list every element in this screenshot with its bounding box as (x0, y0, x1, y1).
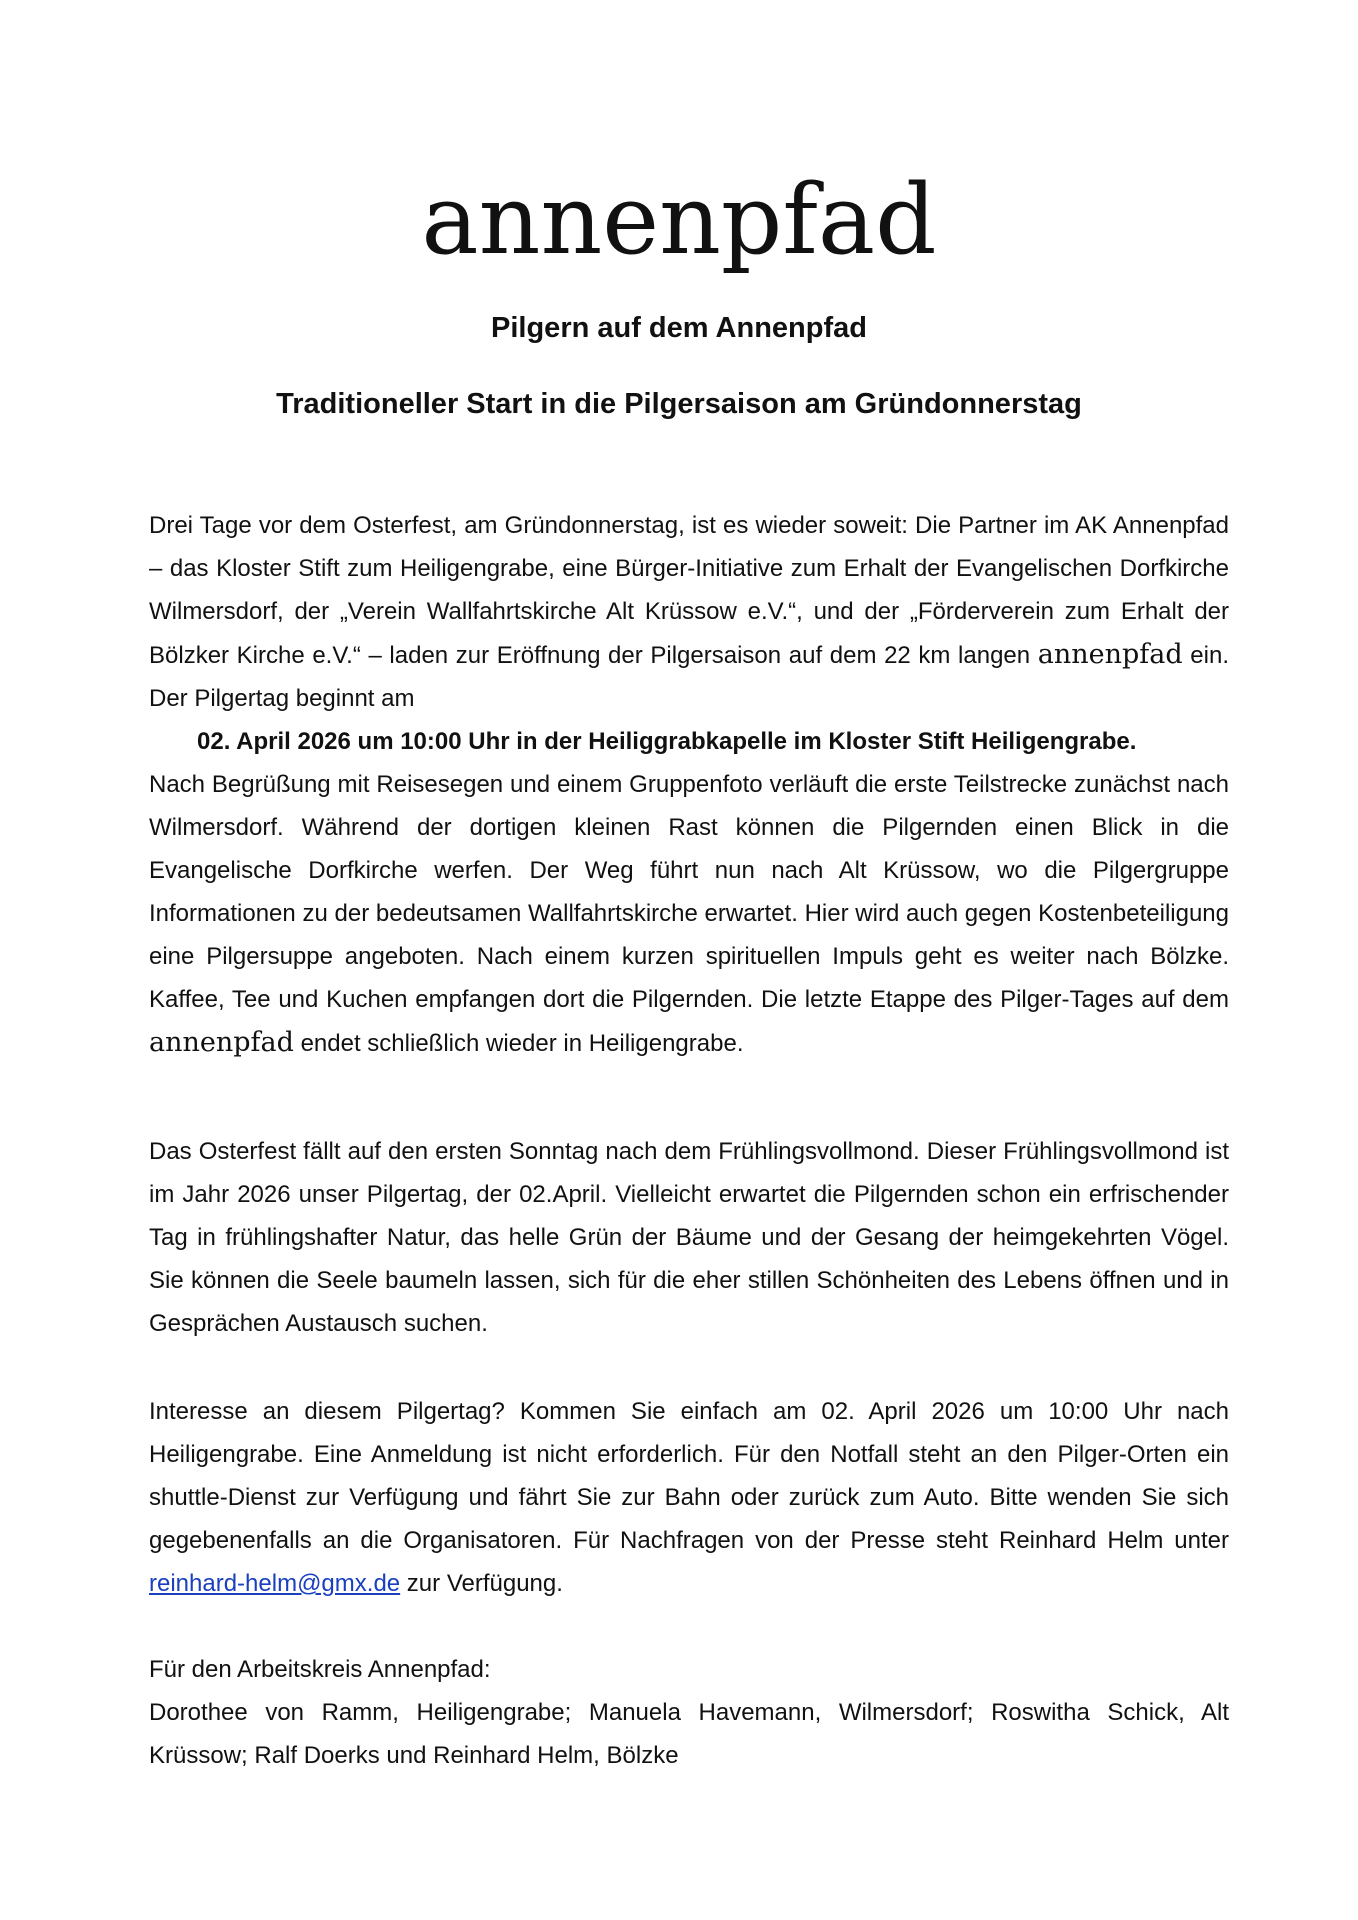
event-date-line: 02. April 2026 um 10:00 Uhr in der Heiliggrabkapelle im Kloster Stift Heiligengrabe. (197, 728, 1137, 755)
paragraph-intro-text: Drei Tage vor dem Osterfest, am Gründonnerstag, ist es wieder soweit: Die Partner im AK Annenpfad – das Kloster Stift zum Heiligengrabe, eine Bürger-Initiative zum Erhalt der Evangelischen Dorfkirche Wilmersdorf, der „Verein Wallfahrtskirche Alt Krüssow e.V.“, und der „Förderverein zum Erhalt der Bölzker Kirche e.V.“ – laden zur Eröffnung der Pilgersaison auf dem 22 km langen (149, 512, 1229, 669)
paragraph-route-text: Nach Begrüßung mit Reisesegen und einem Gruppenfoto verläuft die erste Teilstrecke zunächst nach Wilmersdorf. Während der dortigen kleinen Rast können die Pilgernden einen Blick in die Evangelische Dorfkirche werfen. Der Weg führt nun nach Alt Krüssow, wo die Pilgergruppe Informationen zu der bedeutsamen Wallfahrtskirche erwartet. Hier wird auch gegen Kostenbeteiligung eine Pilgersuppe angeboten. Nach einem kurzen spirituellen Impuls geht es weiter nach Bölzke. Kaffee, Tee und Kuchen empfangen dort die Pilgernden. Die letzte Etappe des Pilger-Tages auf dem (149, 771, 1229, 1013)
email-link[interactable]: reinhard-helm@gmx.de (149, 1570, 401, 1597)
paragraph-easter: Das Osterfest fällt auf den ersten Sonntag nach dem Frühlingsvollmond. Dieser Frühlingsvollmond ist im Jahr 2026 unser Pilgertag, der 02.April. Vielleicht erwartet die Pilgernden schon ein erfrischender Tag in frühlingshafter Natur, das helle Grün der Bäume und der Gesang der heimgekehrten Vögel. Sie können die Seele baumeln lassen, sich für die eher stillen Schönheiten des Lebens öffnen und in Gesprächen Austausch suchen. (149, 1138, 1229, 1337)
document-headline: Traditioneller Start in die Pilgersaison am Gründonnerstag (276, 388, 1082, 420)
document-subtitle: Pilgern auf dem Annenpfad (491, 312, 867, 344)
paragraph-route-text-end: endet schließlich wieder in Heiligengrabe. (293, 1030, 744, 1057)
signature-lead: Für den Arbeitskreis Annenpfad: (149, 1656, 491, 1683)
inline-brand-name: annenpfad (1037, 639, 1183, 670)
annenpfad-logo: annenpfad (421, 164, 937, 276)
signature-block (149, 1648, 1229, 1777)
paragraph-interest (149, 1390, 1229, 1605)
paragraph-interest-text: Interesse an diesem Pilgertag? Kommen Sie einfach am 02. April 2026 um 10:00 Uhr nach Heiligengrabe. Eine Anmeldung ist nicht erforderlich. Für den Notfall steht an den Pilger-Orten ein shuttle-Dienst zur Verfügung und fährt Sie zur Bahn oder zurück zum Auto. Bitte wenden Sie sich gegebenenfalls an die Organisatoren. Für Nachfragen von der Presse steht Reinhard Helm unter (149, 1398, 1229, 1554)
paragraph-interest-suffix: zur Verfügung. (400, 1570, 563, 1597)
signature-names: Dorothee von Ramm, Heiligengrabe; Manuela Havemann, Wilmersdorf; Roswitha Schick, Alt Krüssow; Ralf Doerks und Reinhard Helm, Bölzke (149, 1699, 1229, 1769)
paragraph-intro-text-end: ein. Der Pilgertag beginnt am (149, 642, 1229, 712)
inline-brand-name-2: annenpfad (149, 1027, 294, 1058)
paragraph-intro (149, 504, 1229, 1065)
